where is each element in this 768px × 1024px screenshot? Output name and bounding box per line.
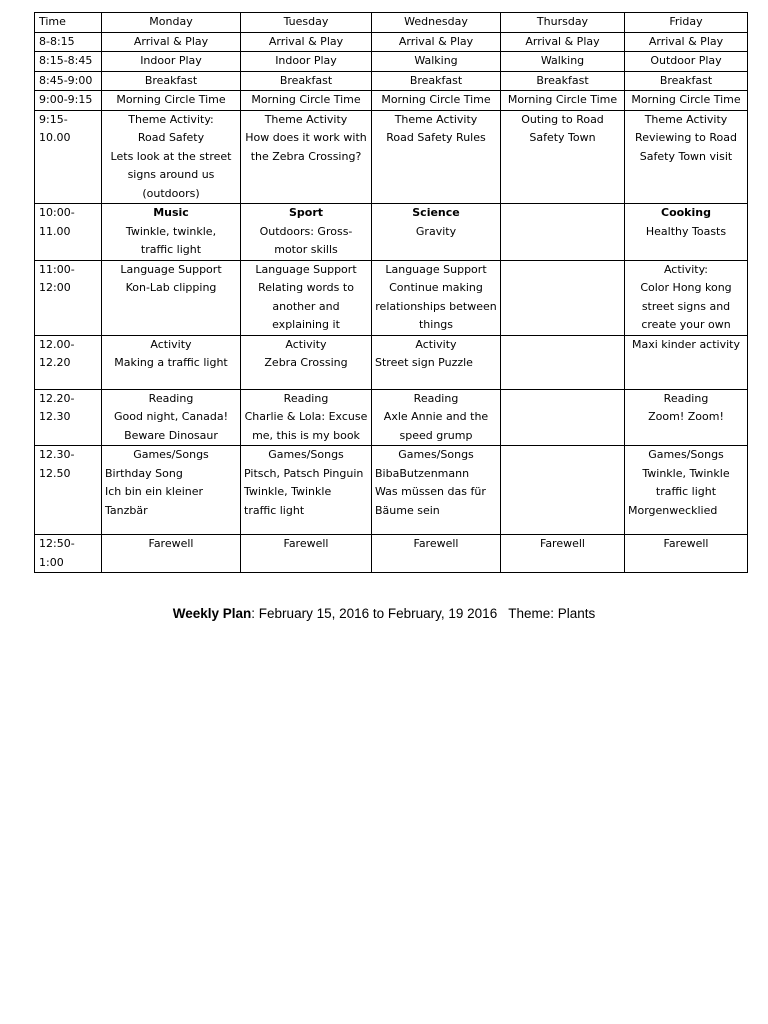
time-cell: 10:00- 11.00 [35, 204, 102, 261]
monday-cell [102, 204, 241, 261]
friday-subject-detail: Healthy Toasts [645, 224, 727, 238]
friday-cell: Morning Circle Time [625, 91, 748, 111]
weekly-plan-table [34, 12, 748, 573]
header-time: Time [35, 13, 102, 33]
tuesday-cell: Indoor Play [241, 52, 372, 72]
tuesday-cell: Reading Charlie & Lola: Excuse me, this is my book [241, 389, 372, 446]
tuesday-cell [241, 204, 372, 261]
wednesday-cell: Arrival & Play [372, 32, 501, 52]
monday-games-title: Games/Songs [133, 448, 209, 461]
monday-cell: Farewell [102, 535, 241, 573]
tuesday-games-title: Games/Songs [268, 448, 344, 461]
thursday-cell [501, 446, 625, 535]
wednesday-cell [372, 335, 501, 389]
monday-cell: Indoor Play [102, 52, 241, 72]
time-cell: 8:45-9:00 [35, 71, 102, 91]
friday-games-title: Games/Songs [648, 448, 724, 461]
wednesday-cell: Walking [372, 52, 501, 72]
wednesday-cell: Morning Circle Time [372, 91, 501, 111]
friday-cell: Maxi kinder activity [625, 335, 748, 389]
time-cell: 12.30- 12.50 [35, 446, 102, 535]
tuesday-cell: Language Support Relating words to another and explaining it [241, 260, 372, 335]
thursday-cell: Outing to Road Safety Town [501, 110, 625, 204]
wednesday-cell [372, 204, 501, 261]
tuesday-subject-detail: Outdoors: Gross- motor skills [259, 224, 353, 256]
friday-cell: Activity: Color Hong kong street signs and create your own [625, 260, 748, 335]
time-cell: 9:15- 10.00 [35, 110, 102, 204]
table-row [35, 260, 748, 335]
friday-cell [625, 204, 748, 261]
tuesday-cell: Arrival & Play [241, 32, 372, 52]
header-wednesday: Wednesday [372, 13, 501, 33]
table-row [35, 446, 748, 535]
tuesday-cell: Morning Circle Time [241, 91, 372, 111]
table-row [35, 535, 748, 573]
time-cell: 9:00-9:15 [35, 91, 102, 111]
header-friday: Friday [625, 13, 748, 33]
time-cell: 8-8:15 [35, 32, 102, 52]
tuesday-cell: Activity Zebra Crossing [241, 335, 372, 389]
monday-cell [102, 446, 241, 535]
table-row [35, 91, 748, 111]
monday-subject-title: Music [153, 206, 189, 219]
wednesday-games-title: Games/Songs [398, 448, 474, 461]
wednesday-games-detail: BibaButzenmann Was müssen das für Bäume sein [375, 466, 486, 517]
table-row [35, 204, 748, 261]
monday-cell: Activity Making a traffic light [102, 335, 241, 389]
table-row [35, 32, 748, 52]
friday-cell: Arrival & Play [625, 32, 748, 52]
wednesday-activity-detail: Street sign Puzzle [375, 356, 473, 369]
monday-games-detail: Birthday Song Ich bin ein kleiner Tanzbär [105, 466, 204, 517]
thursday-cell [501, 260, 625, 335]
friday-cell: Breakfast [625, 71, 748, 91]
friday-games-extra: Morgenwecklied [628, 503, 718, 517]
tuesday-subject-title: Sport [288, 206, 324, 219]
table-row [35, 389, 748, 446]
friday-cell: Theme Activity Reviewing to Road Safety Town visit [625, 110, 748, 204]
time-cell: 8:15-8:45 [35, 52, 102, 72]
tuesday-cell: Theme Activity How does it work with the Zebra Crossing? [241, 110, 372, 204]
table-header-row [35, 13, 748, 33]
thursday-cell [501, 204, 625, 261]
friday-cell [625, 446, 748, 535]
monday-cell: Theme Activity: Road Safety Lets look at the street signs around us (outdoors) [102, 110, 241, 204]
friday-games-detail: Twinkle, Twinkle traffic light [642, 466, 730, 498]
monday-cell: Breakfast [102, 71, 241, 91]
tuesday-cell: Farewell [241, 535, 372, 573]
thursday-cell: Morning Circle Time [501, 91, 625, 111]
header-tuesday: Tuesday [241, 13, 372, 33]
caption-label: Weekly Plan [172, 606, 252, 621]
friday-cell: Outdoor Play [625, 52, 748, 72]
thursday-cell [501, 389, 625, 446]
wednesday-subject-title: Science [412, 206, 460, 219]
wednesday-activity-title: Activity [415, 337, 457, 351]
header-thursday: Thursday [501, 13, 625, 33]
table-row [35, 335, 748, 389]
friday-cell: Reading Zoom! Zoom! [625, 389, 748, 446]
tuesday-cell: Breakfast [241, 71, 372, 91]
wednesday-cell: Breakfast [372, 71, 501, 91]
table-row [35, 110, 748, 204]
thursday-cell: Farewell [501, 535, 625, 573]
friday-cell: Farewell [625, 535, 748, 573]
time-cell: 12.00- 12.20 [35, 335, 102, 389]
time-cell: 11:00- 12:00 [35, 260, 102, 335]
thursday-cell: Breakfast [501, 71, 625, 91]
friday-subject-title: Cooking [661, 206, 711, 219]
thursday-cell [501, 335, 625, 389]
table-row [35, 52, 748, 72]
wednesday-subject-detail: Gravity [415, 224, 457, 238]
monday-cell: Language Support Kon-Lab clipping [102, 260, 241, 335]
thursday-cell: Arrival & Play [501, 32, 625, 52]
monday-cell: Arrival & Play [102, 32, 241, 52]
wednesday-cell: Theme Activity Road Safety Rules [372, 110, 501, 204]
wednesday-cell: Farewell [372, 535, 501, 573]
header-monday: Monday [102, 13, 241, 33]
thursday-cell: Walking [501, 52, 625, 72]
tuesday-cell [241, 446, 372, 535]
monday-cell: Morning Circle Time [102, 91, 241, 111]
monday-cell: Reading Good night, Canada! Beware Dinosaur [102, 389, 241, 446]
tuesday-games-detail: Pitsch, Patsch Pinguin Twinkle, Twinkle traffic light [244, 466, 364, 517]
time-cell: 12.20- 12.30 [35, 389, 102, 446]
table-row [35, 71, 748, 91]
wednesday-cell [372, 446, 501, 535]
wednesday-cell: Reading Axle Annie and the speed grump [372, 389, 501, 446]
wednesday-cell: Language Support Continue making relationships between things [372, 260, 501, 335]
time-cell: 12:50- 1:00 [35, 535, 102, 573]
monday-subject-detail: Twinkle, twinkle, traffic light [125, 224, 217, 256]
caption-text: : February 15, 2016 to February, 19 2016 Theme: Plants [251, 606, 596, 621]
weekly-plan-caption [0, 606, 768, 621]
